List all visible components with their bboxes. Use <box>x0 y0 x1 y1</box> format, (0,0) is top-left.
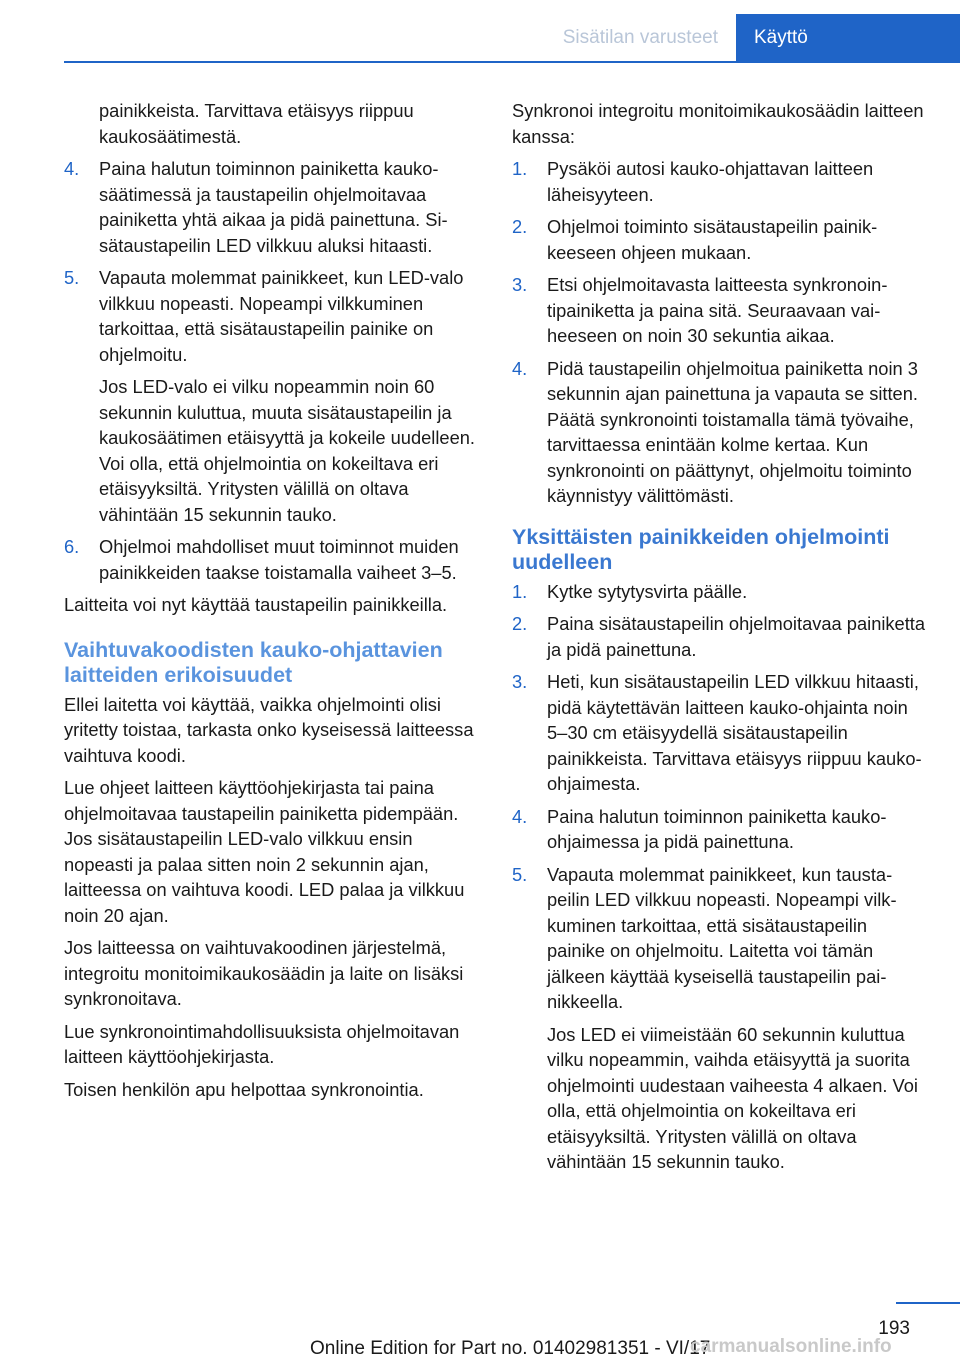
list-item <box>512 579 926 605</box>
list-text: Paina halutun toiminnon painiketta kaukoohjaimessa ja pidä painettuna. <box>547 805 887 852</box>
list-number: 2. <box>512 216 528 237</box>
list-number: 4. <box>64 158 80 179</box>
paragraph: Ellei laitetta voi käyttää, vaikka ohjelmointi olisi yritetty toistaa, tarkasta onko kyseisessä laitteessa vaihtuva koodi. <box>64 693 474 766</box>
header-chapter-tab: Käyttö <box>736 14 960 62</box>
section-heading: Yksittäisten painikkeiden ohjelmointi uudelleen <box>512 524 890 574</box>
page-number: 193 <box>878 1318 910 1339</box>
step-note: Jos LED ei viimeistään 60 sekunnin kuluttua vilku nopeammin, vaihda etäisyyttä ja suorita ohjelmointi uudestaan vaiheesta 4 alkaen. Voi olla, että ohjelmointia on kokeiltava eri etäisyyksiltä. Yritysten välillä on oltava vähintään 15 sekunnin tauko. <box>547 1023 918 1172</box>
list-text: Etsi ohjelmoitavasta laitteesta synkronointipainiketta ja paina sitä. Seuraavaan vaiheeseen on noin 30 sekuntia aikaa. <box>547 274 888 346</box>
list-number: 4. <box>512 805 528 827</box>
left-column <box>64 98 480 1109</box>
paragraph: Jos laitteessa on vaihtuvakoodinen järjestelmä, integroitu monitoimikaukosäädin ja laite on lisäksi synkronoitava. <box>64 937 464 1009</box>
list-number: 5. <box>512 863 528 885</box>
list-item <box>512 214 926 265</box>
list-text: Ohjelmoi mahdolliset muut toiminnot muiden painikkeiden taakse toistamalla vaiheet 3–5. <box>99 536 459 583</box>
right-column <box>512 98 926 1182</box>
header-rule <box>64 61 960 63</box>
list-number: 1. <box>512 580 528 602</box>
list-number: 3. <box>512 274 528 295</box>
step-note: Jos LED-valo ei vilku nopeammin noin 60 sekunnin kuluttua, muuta sisätaustapeilin ja kaukosäätimen etäisyyttä ja kokeile uudelleen. Voi olla, että ohjelmointia on kokeiltava eri etäisyyksiltä. Yritysten välillä on oltava vähintään 15 sekunnin tauko. <box>99 376 476 525</box>
list-text: Pysäköi autosi kauko-ohjattavan laitteen läheisyyteen. <box>547 158 874 205</box>
list-text: Paina sisätaustapeilin ohjelmoitavaa painiketta ja pidä painettuna. <box>547 613 926 660</box>
list-item <box>64 265 480 367</box>
footer-rule <box>896 1302 960 1304</box>
paragraph: Lue synkronointimahdollisuuksista ohjelmoitavan laitteen käyttöohjekirjasta. <box>64 1020 460 1067</box>
list-number: 4. <box>512 357 528 379</box>
list-item <box>512 862 926 1015</box>
paragraph: Laitteita voi nyt käyttää taustapeilin painikkeilla. <box>64 594 448 615</box>
continued-text: painikkeista. Tarvittava etäisyys riippuu kaukosäätimestä. <box>99 100 414 147</box>
list-text: Paina halutun toiminnon painiketta kaukosäätimessä ja taustapeilin ohjelmoitavaa painiketta yhtä aikaa ja pidä painettuna. Sisätaustapeilin LED vilkkuu aluksi hitaasti. <box>99 158 448 256</box>
list-item <box>512 356 926 509</box>
list-number: 6. <box>64 536 80 557</box>
list-item <box>512 156 926 207</box>
page-header <box>0 0 960 62</box>
list-text: Ohjelmoi toiminto sisätaustapeilin painikkeeseen ohjeen mukaan. <box>547 216 878 263</box>
paragraph: Lue ohjeet laitteen käyttöohjekirjasta tai paina ohjelmoitavaa taustapeilin painiketta pidempään. Jos sisätaustapeilin LED-valo vilkkuu ensin nopeasti ja palaa sitten noin 2 sekunnin ajan, laitteessa on vaihtuva koodi. LED palaa ja vilkkuu noin 20 ajan. <box>64 777 465 926</box>
list-number: 3. <box>512 671 528 692</box>
list-item <box>512 804 926 855</box>
list-text: Vapauta molemmat painikkeet, kun LED-valo vilkkuu nopeasti. Nopeampi vilkkuminen tarkoittaa, että sisätaustapeilin painike on ohjelmoitu. <box>99 267 464 365</box>
list-number: 2. <box>512 613 528 634</box>
section-heading: Vaihtuvakoodisten kauko-ohjattavien laitteiden erikoisuudet <box>64 637 443 687</box>
list-number: 1. <box>512 158 528 179</box>
edition-line: Online Edition for Part no. 01402981351 - VI/17 <box>310 1338 711 1359</box>
list-text: Vapauta molemmat painikkeet, kun taustapeilin LED vilkkuu nopeasti. Nopeampi vilkkuminen tarkoittaa, että sisätaustapeilin painike on ohjelmoitu. Laitetta voi tämän jälkeen käyttää kyseisellä taustapeilin painikkeella. <box>547 863 897 1012</box>
list-text: Heti, kun sisätaustapeilin LED vilkkuu hitaasti, pidä käytettävän laitteen kauko-ohjainta noin 5–30 cm etäisyydellä sisätaustapeilin painikkeista. Tarvittava etäisyys riippuu kauko-ohjaimesta. <box>547 671 922 794</box>
list-item <box>512 611 926 662</box>
list-item <box>64 156 480 258</box>
paragraph: Toisen henkilön apu helpottaa synkronointia. <box>64 1078 424 1100</box>
list-text: Pidä taustapeilin ohjelmoitua painiketta noin 3 sekunnin ajan painettuna ja vapauta se sitten. Päätä synkronointi toistamalla tämä työvaihe, tarvittaessa enintään kolme kertaa. Kun synkronointi on päättynyt, ohjelmoitu toiminto käynnistyy välittömästi. <box>547 357 918 506</box>
paragraph: Synkronoi integroitu monitoimikaukosäädin laitteen kanssa: <box>512 100 924 147</box>
list-number: 5. <box>64 267 80 288</box>
watermark: carmanualsonline.info <box>690 1336 892 1357</box>
header-section-title: Sisätilan varusteet <box>562 27 718 48</box>
list-item <box>512 272 926 349</box>
list-item <box>512 669 926 797</box>
list-item <box>64 534 480 585</box>
list-text: Kytke sytytysvirta päälle. <box>547 580 748 602</box>
